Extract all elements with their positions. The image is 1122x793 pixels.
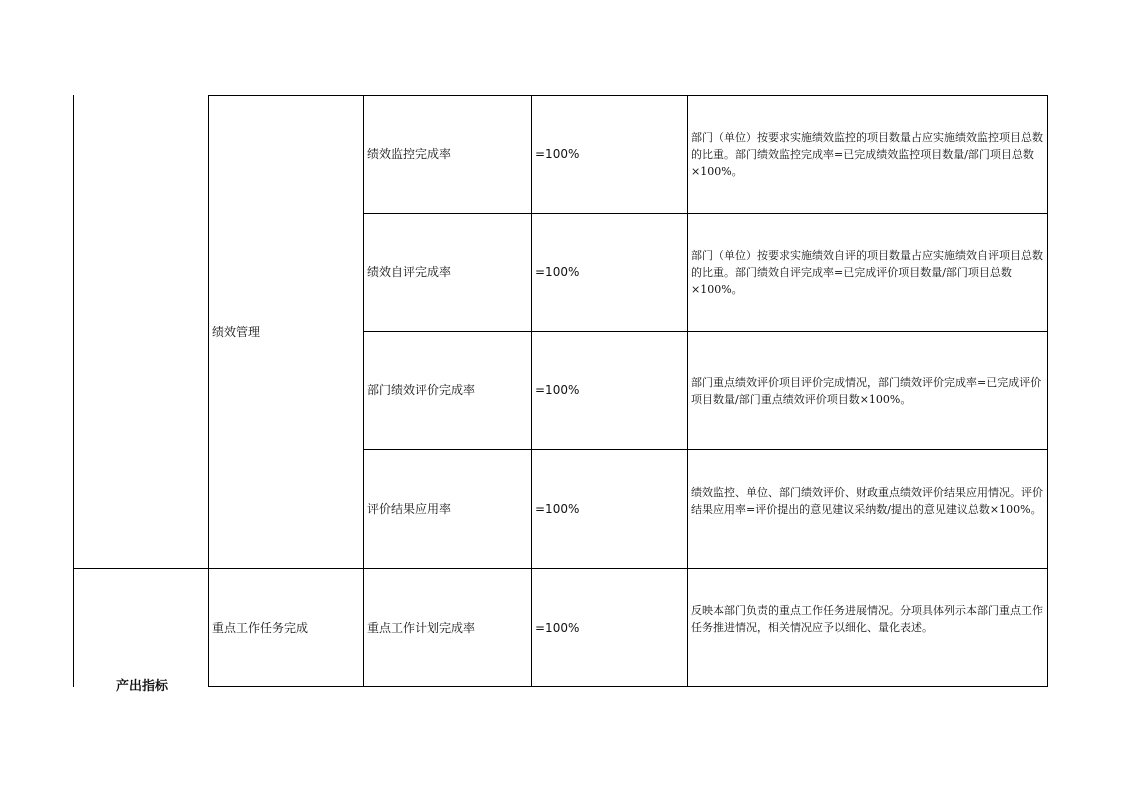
category-cell: 产出指标 bbox=[116, 679, 169, 694]
row-divider-2 bbox=[363, 331, 1048, 332]
subcategory-cell: 绩效管理 bbox=[212, 325, 261, 339]
description-cell: 部门重点绩效评价项目评价完成情况，部门绩效评价完成率=已完成评价项目数量/部门重点绩效评价项目数×100%。 bbox=[691, 376, 1042, 406]
column-divider-1 bbox=[208, 95, 209, 687]
table-border-right bbox=[1047, 95, 1048, 687]
table-border-left bbox=[73, 95, 74, 687]
target-value-cell: =100% bbox=[535, 621, 580, 635]
column-divider-4 bbox=[687, 95, 688, 687]
description-cell: 部门（单位）按要求实施绩效自评的项目数量占应实施绩效自评项目总数的比重。部门绩效自评完成率=已完成评价项目数量/部门项目总数×100%。 bbox=[691, 249, 1043, 296]
target-value-cell: =100% bbox=[535, 383, 580, 397]
subcategory-cell: 重点工作任务完成 bbox=[212, 621, 309, 635]
indicator-cell: 绩效自评完成率 bbox=[367, 265, 452, 279]
description-cell: 反映本部门负责的重点工作任务进展情况。分项具体列示本部门重点工作任务推进情况，相关情况应予以细化、量化表述。 bbox=[691, 604, 1043, 634]
description-cell: 绩效监控、单位、部门绩效评价、财政重点绩效评价结果应用情况。评价结果应用率=评价提出的意见建议采纳数/提出的意见建议总数×100%。 bbox=[691, 486, 1043, 516]
target-value-cell: =100% bbox=[535, 502, 580, 516]
description-cell: 部门（单位）按要求实施绩效监控的项目数量占应实施绩效监控项目总数的比重。部门绩效监控完成率=已完成绩效监控项目数量/部门项目总数×100%。 bbox=[691, 131, 1043, 178]
row-border-bottom bbox=[208, 686, 1048, 687]
indicator-cell: 绩效监控完成率 bbox=[367, 147, 452, 161]
row-divider-1 bbox=[363, 213, 1048, 214]
row-divider-3 bbox=[363, 449, 1048, 450]
column-divider-2 bbox=[363, 95, 364, 687]
indicator-cell: 重点工作计划完成率 bbox=[367, 621, 476, 635]
section-divider bbox=[73, 568, 1048, 569]
target-value-cell: =100% bbox=[535, 265, 580, 279]
indicator-cell: 部门绩效评价完成率 bbox=[367, 383, 476, 397]
indicator-cell: 评价结果应用率 bbox=[367, 502, 452, 516]
row-border-top bbox=[208, 95, 1048, 96]
target-value-cell: =100% bbox=[535, 147, 580, 161]
column-divider-3 bbox=[531, 95, 532, 687]
